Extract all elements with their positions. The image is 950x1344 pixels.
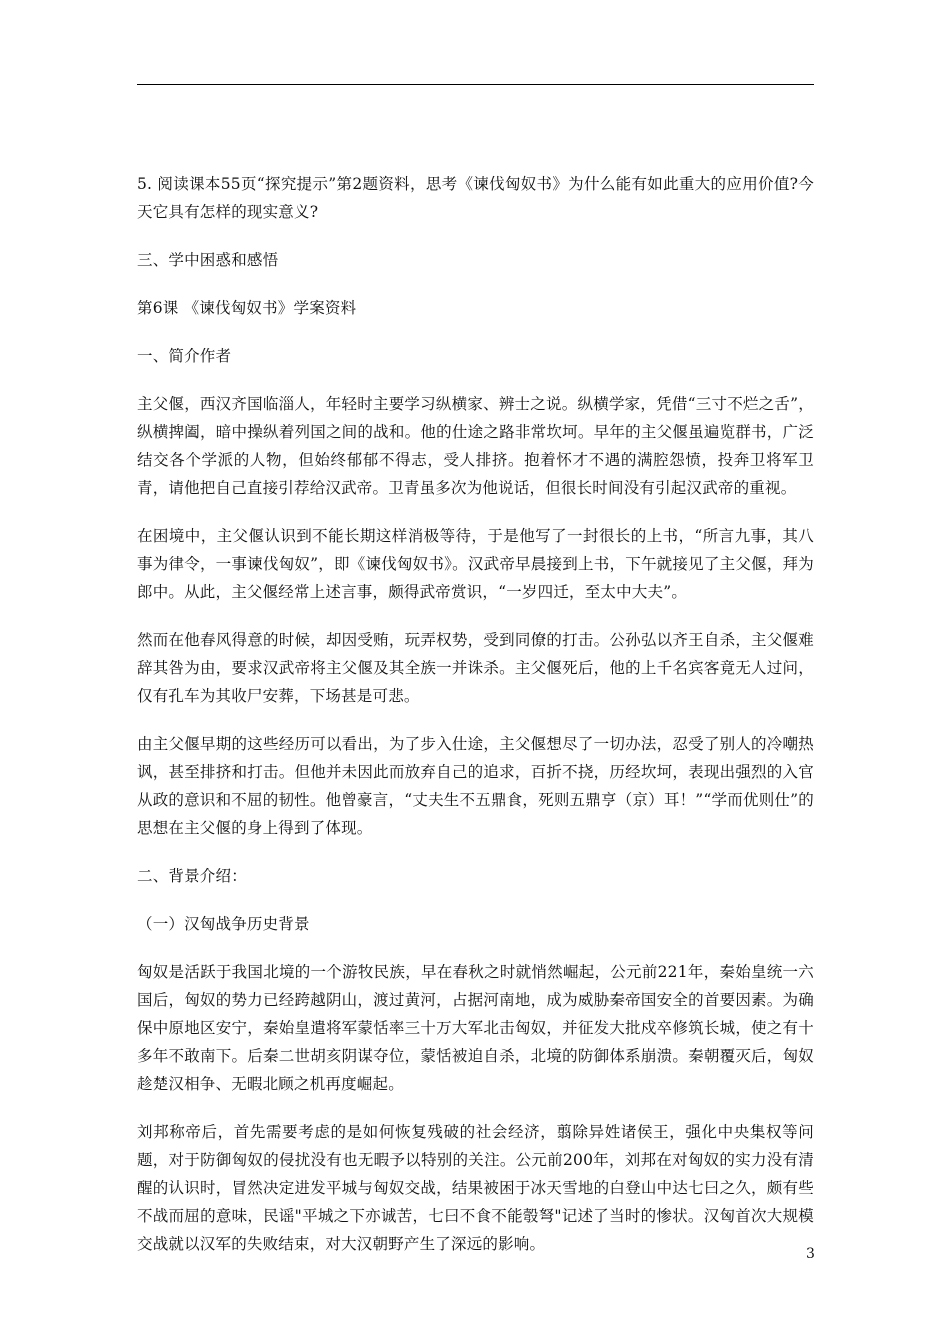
page-number: 3	[806, 1246, 815, 1262]
background-paragraph-1: 匈奴是活跃于我国北境的一个游牧民族，早在春秋之时就悄然崛起，公元前221年，秦始皇统一六国后，匈奴的势力已经跨越阴山，渡过黄河，占据河南地，成为威胁秦帝国安全的首要因素。为确保中原地区安宁，秦始皇遣将军蒙恬率三十万大军北击匈奴，并征发大批戍卒修筑长城，使之有十多年不敢南下。后秦二世胡亥阴谋夺位，蒙恬被迫自杀，北境的防御体系崩溃。秦朝覆灭后，匈奴趁楚汉相争、无暇北顾之机再度崛起。	[137, 963, 814, 1093]
author-paragraph-4: 由主父偃早期的这些经历可以看出，为了步入仕途，主父偃想尽了一切办法，忍受了别人的冷嘲热讽，甚至排挤和打击。但他并未因此而放弃自己的追求，百折不挠，历经坎坷，表现出强烈的入官从政的意识和不屈的韧性。他曾豪言，“丈夫生不五鼎食，死则五鼎亨（京）耳！”“学而优则仕”的思想在主父偃的身上得到了体现。	[137, 735, 814, 837]
section-heading-1: 一、简介作者	[137, 347, 232, 365]
header-rule	[137, 84, 814, 85]
author-paragraph-3: 然而在他春风得意的时候，却因受贿，玩弄权势，受到同僚的打击。公孙弘以齐王自杀，主父偃难辞其咎为由，要求汉武帝将主父偃及其全族一并诛杀。主父偃死后，他的上千名宾客竟无人过问，仅有孔车为其收尸安葬，下场甚是可悲。	[137, 631, 814, 705]
question-5: 5. 阅读课本55页“探究提示”第2题资料，思考《谏伐匈奴书》为什么能有如此重大的应用价值?今天它具有怎样的现实意义?	[137, 175, 814, 221]
lesson-title: 第6课 《谏伐匈奴书》学案资料	[137, 299, 357, 317]
author-paragraph-1: 主父偃，西汉齐国临淄人，年轻时主要学习纵横家、辨士之说。纵横学家，凭借“三寸不烂之舌”，纵横捭阖，暗中操纵着列国之间的战和。他的仕途之路非常坎坷。早年的主父偃虽遍览群书，广泛结交各个学派的人物，但始终郁郁不得志，受人排挤。抱着怀才不遇的满腔怨愤，投奔卫将军卫青，请他把自己直接引荐给汉武帝。卫青虽多次为他说话，但很长时间没有引起汉武帝的重视。	[137, 395, 814, 497]
author-paragraph-2: 在困境中，主父偃认识到不能长期这样消极等待，于是他写了一封很长的上书，“所言九事，其八事为律令，一事谏伐匈奴”，即《谏伐匈奴书》。汉武帝早晨接到上书，下午就接见了主父偃，拜为郎中。从此，主父偃经常上述言事，颇得武帝赏识，“一岁四迁，至太中大夫”。	[137, 527, 814, 601]
section-heading-2: 二、背景介绍：	[137, 867, 247, 885]
section-heading-3: 三、学中困惑和感悟	[137, 251, 279, 269]
document-body	[137, 170, 814, 1278]
subsection-heading-1: （一）汉匈战争历史背景	[137, 915, 310, 933]
background-paragraph-2: 刘邦称帝后，首先需要考虑的是如何恢复残破的社会经济，翦除异姓诸侯王，强化中央集权等问题，对于防御匈奴的侵扰没有也无暇予以特别的关注。公元前200年，刘邦在对匈奴的实力没有清醒的认识时，冒然决定进发平城与匈奴交战，结果被困于冰天雪地的白登山中达七曰之久，颇有些不战而屈的意味，民谣"平城之下亦诚苦，七曰不食不能彀弩"记述了当时的惨状。汉匈首次大规模交战就以汉军的失败结束，对大汉朝野产生了深远的影响。	[137, 1123, 814, 1253]
